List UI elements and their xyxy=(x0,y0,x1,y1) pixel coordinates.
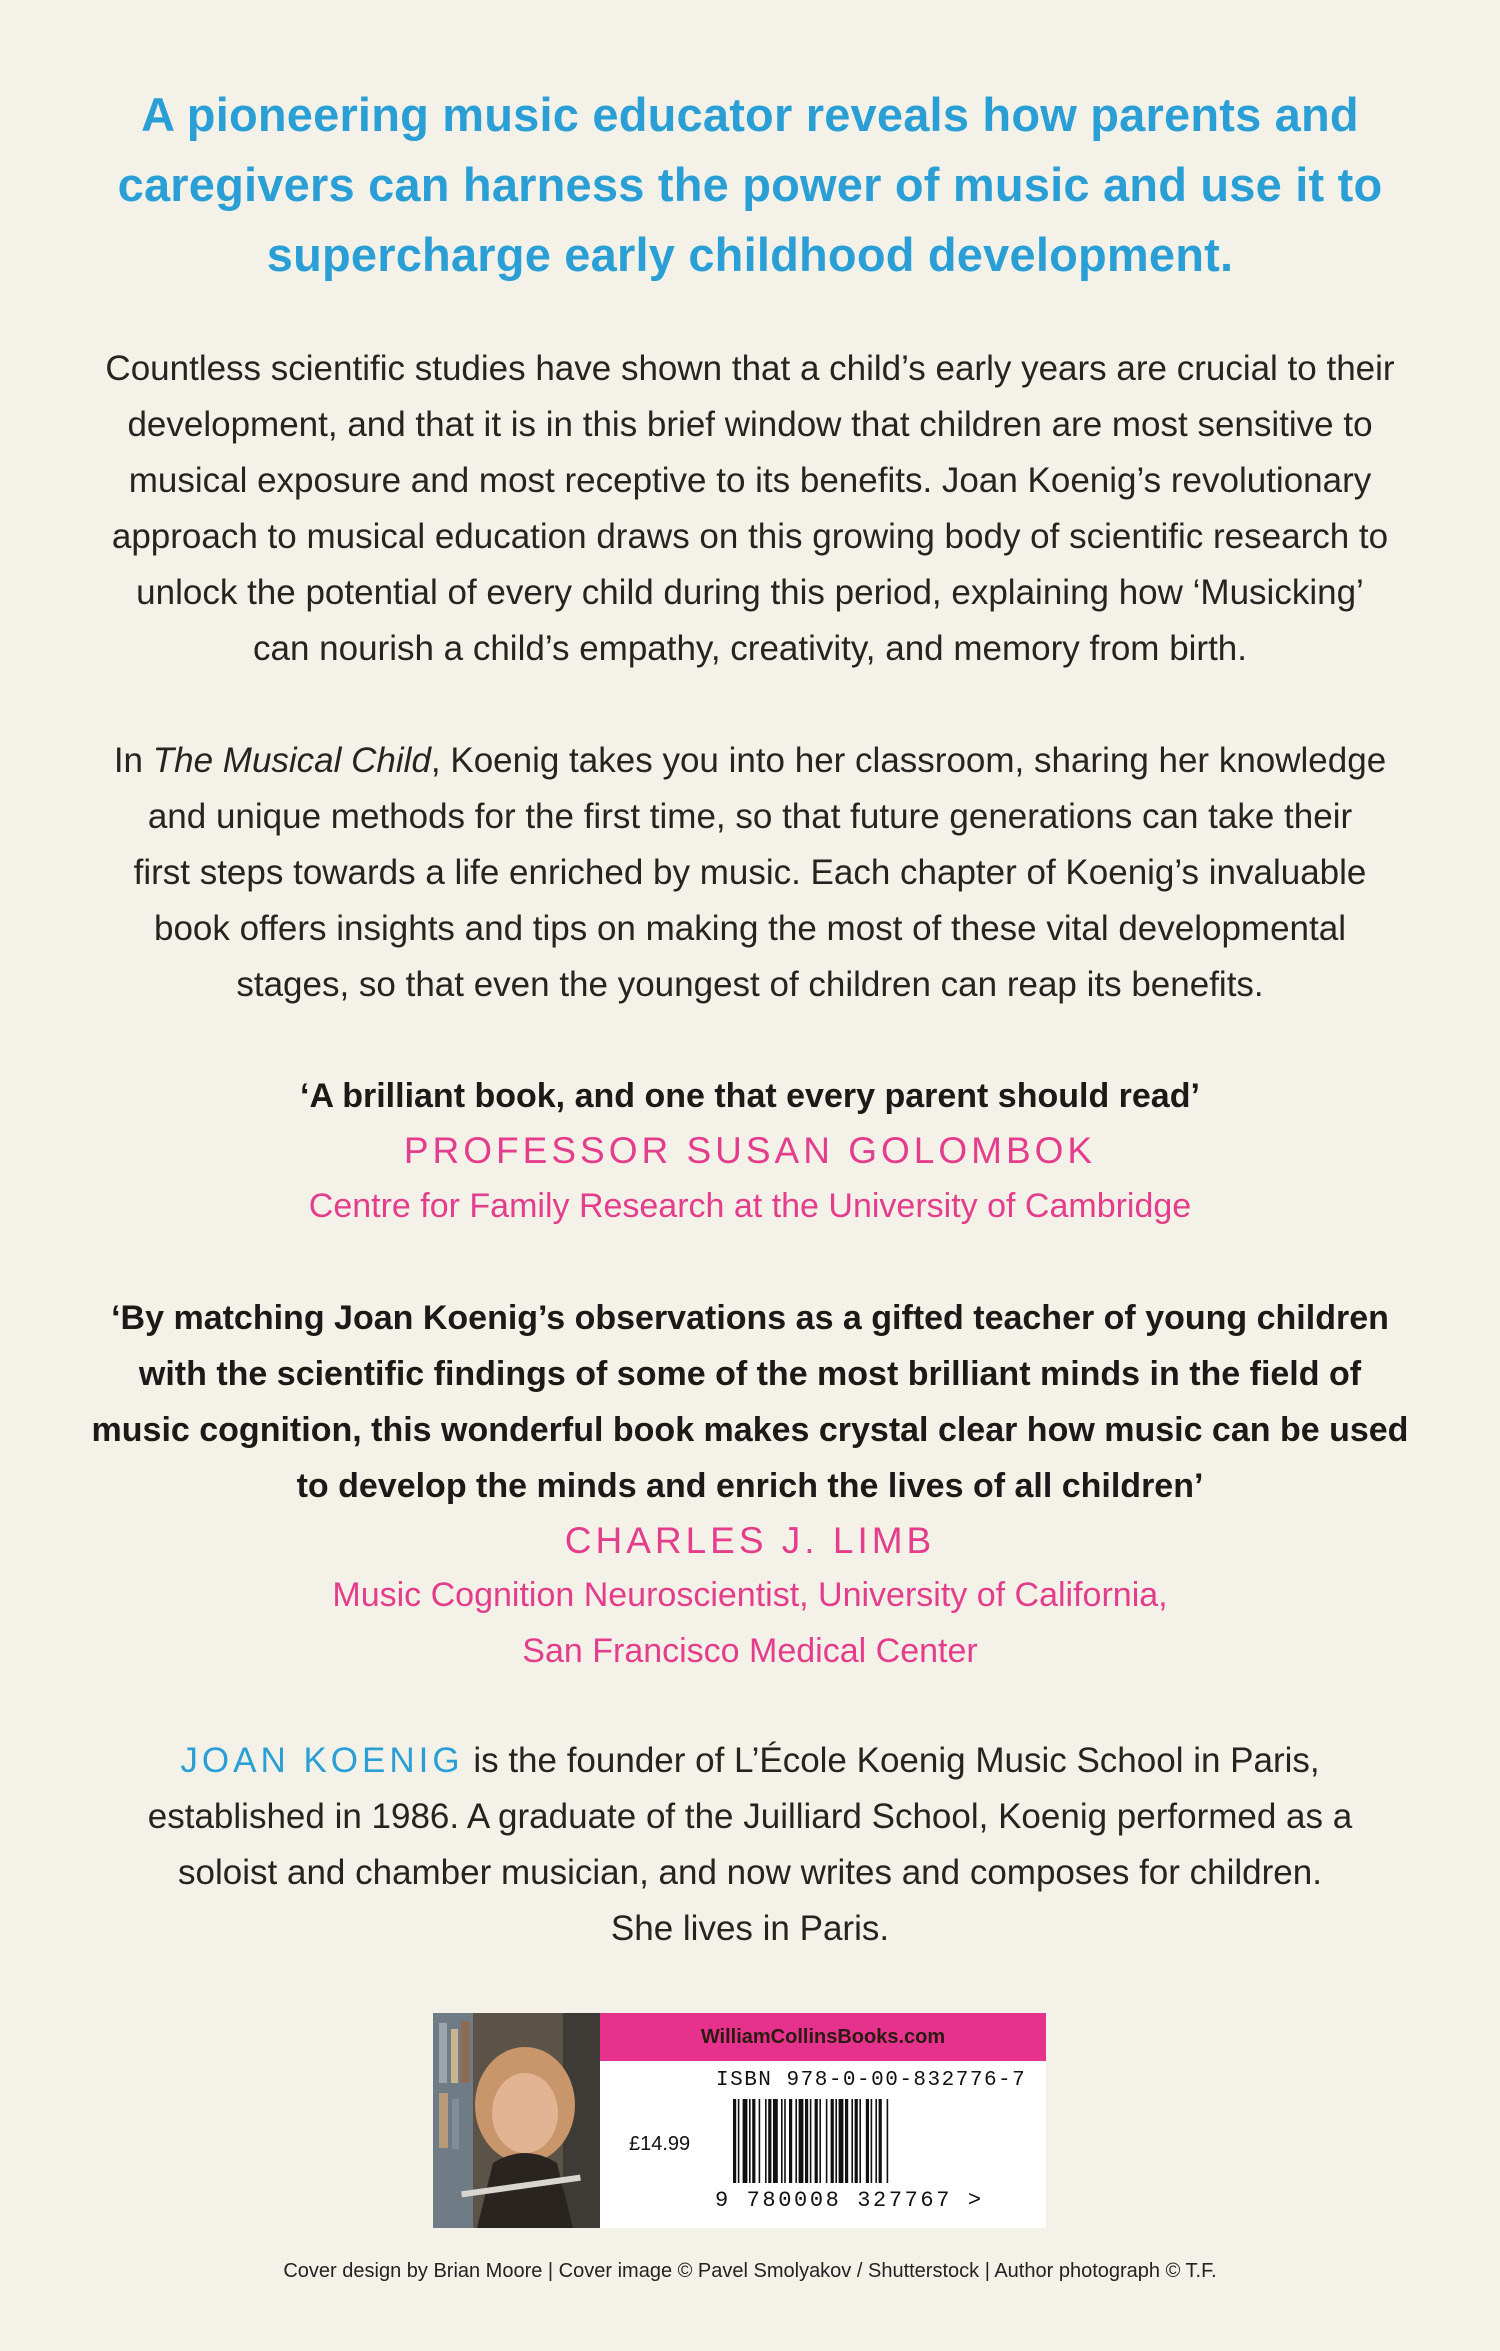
blurb-line: development, and that it is in this brief window that children are most sensitive to xyxy=(127,405,1373,444)
barcode-bar xyxy=(845,2099,848,2183)
book-title: The Musical Child xyxy=(152,741,431,780)
barcode-bar xyxy=(831,2099,834,2183)
reviewer-name-2: CHARLES J. LIMB xyxy=(564,1520,936,1561)
barcode-bar xyxy=(781,2099,783,2183)
barcode-bar xyxy=(738,2099,740,2183)
quote-line: music cognition, this wonderful book makes crystal clear how music can be used xyxy=(91,1411,1409,1449)
blurb-line: stages, so that even the youngest of children can reap its benefits. xyxy=(236,965,1264,1004)
blurb-line: musical exposure and most receptive to its benefits. Joan Koenig’s revolutionary xyxy=(128,461,1372,500)
barcode-bar xyxy=(789,2099,792,2183)
barcode-panel xyxy=(433,2013,1046,2228)
blurb-line xyxy=(70,733,1430,789)
barcode-bar xyxy=(743,2099,748,2183)
isbn-label: ISBN 978-0-00-832776-7 xyxy=(716,2069,1027,2092)
headline-line: caregivers can harness the power of music and use it to xyxy=(117,158,1383,211)
blurb-paragraph-1 xyxy=(70,341,1430,677)
blurb-line: approach to musical education draws on this growing body of scientific research to xyxy=(111,517,1389,556)
blurb-line: can nourish a child’s empathy, creativity, and memory from birth. xyxy=(252,629,1247,668)
blurb-line: and unique methods for the first time, so that future generations can take their xyxy=(147,797,1353,836)
blurb-line: unlock the potential of every child during this period, explaining how ‘Musicking’ xyxy=(136,573,1364,612)
barcode-bar xyxy=(871,2099,873,2183)
barcode-image xyxy=(733,2099,943,2189)
barcode-bar xyxy=(855,2099,858,2183)
publisher-website: WilliamCollinsBooks.com xyxy=(600,2013,1046,2061)
barcode-bar xyxy=(784,2099,786,2183)
reviewer-affiliation-2 xyxy=(60,1567,1440,1679)
blurb-line: first steps towards a life enriched by music. Each chapter of Koenig’s invaluable xyxy=(133,853,1367,892)
barcode-bar xyxy=(752,2099,755,2183)
barcode-bar xyxy=(805,2099,808,2183)
blurb-line: book offers insights and tips on making the most of these vital developmental xyxy=(154,909,1346,948)
barcode-bar xyxy=(851,2099,853,2183)
barcode-bar xyxy=(879,2099,882,2183)
bio-line: soloist and chamber musician, and now writes and composes for children. xyxy=(178,1853,1322,1892)
barcode-bar xyxy=(768,2099,771,2183)
barcode-digits: 9 780008 327767 > xyxy=(715,2188,984,2213)
affiliation-line: Music Cognition Neuroscientist, University of California, xyxy=(332,1576,1168,1614)
barcode-bar xyxy=(795,2099,797,2183)
blurb-line-rest: , Koenig takes you into her classroom, sharing her knowledge xyxy=(430,741,1387,780)
author-photo-illustration xyxy=(433,2013,600,2228)
cover-credits: Cover design by Brian Moore | Cover image © Pavel Smolyakov / Shutterstock | Author photograph © T.F. xyxy=(283,2260,1217,2282)
affiliation-line: San Francisco Medical Center xyxy=(522,1632,978,1670)
barcode-bar xyxy=(773,2099,778,2183)
reviewer-name-1: PROFESSOR SUSAN GOLOMBOK xyxy=(403,1130,1097,1171)
bio-line: She lives in Paris. xyxy=(610,1909,890,1948)
barcode-bar xyxy=(887,2099,889,2183)
barcode-bar xyxy=(765,2099,767,2183)
barcode-bar xyxy=(839,2099,844,2183)
barcode-bar xyxy=(810,2099,812,2183)
quote-line: with the scientific findings of some of the most brilliant minds in the field of xyxy=(138,1355,1362,1393)
barcode-bar xyxy=(759,2099,761,2183)
quote-line: ‘By matching Joan Koenig’s observations as a gifted teacher of young children xyxy=(111,1299,1389,1337)
barcode-bar xyxy=(815,2099,818,2183)
bio-line: established in 1986. A graduate of the Juilliard School, Koenig performed as a xyxy=(147,1797,1353,1836)
barcode-bar xyxy=(835,2099,837,2183)
barcode-bar xyxy=(799,2099,804,2183)
author-photo xyxy=(433,2013,600,2228)
barcode-bar xyxy=(875,2099,877,2183)
barcode-bar xyxy=(819,2099,821,2183)
bio-line-rest: is the founder of L’École Koenig Music School in Paris, xyxy=(463,1741,1320,1780)
reviewer-affiliation-1: Centre for Family Research at the University of Cambridge xyxy=(308,1187,1192,1225)
blurb-line: Countless scientific studies have shown that a child’s early years are crucial to their xyxy=(105,349,1395,388)
barcode-bar xyxy=(749,2099,751,2183)
barcode-bar xyxy=(866,2099,869,2183)
blurb-paragraph-2 xyxy=(70,733,1430,1013)
quote-line: to develop the minds and enrich the lives of all children’ xyxy=(296,1467,1204,1505)
headline-line: supercharge early childhood development. xyxy=(266,228,1234,281)
blurb-prefix: In xyxy=(113,741,153,780)
review-quote-2 xyxy=(60,1290,1440,1514)
barcode-bar xyxy=(826,2099,828,2183)
barcode-bar xyxy=(859,2099,861,2183)
review-quote-1: ‘A brilliant book, and one that every parent should read’ xyxy=(300,1077,1200,1115)
author-bio xyxy=(70,1733,1430,1957)
headline-line: A pioneering music educator reveals how parents and xyxy=(141,88,1359,141)
barcode-bar xyxy=(733,2099,736,2183)
bio-line xyxy=(70,1733,1430,1789)
headline xyxy=(110,80,1390,290)
author-name: JOAN KOENIG xyxy=(180,1741,464,1780)
price-label: £14.99 xyxy=(629,2133,691,2155)
